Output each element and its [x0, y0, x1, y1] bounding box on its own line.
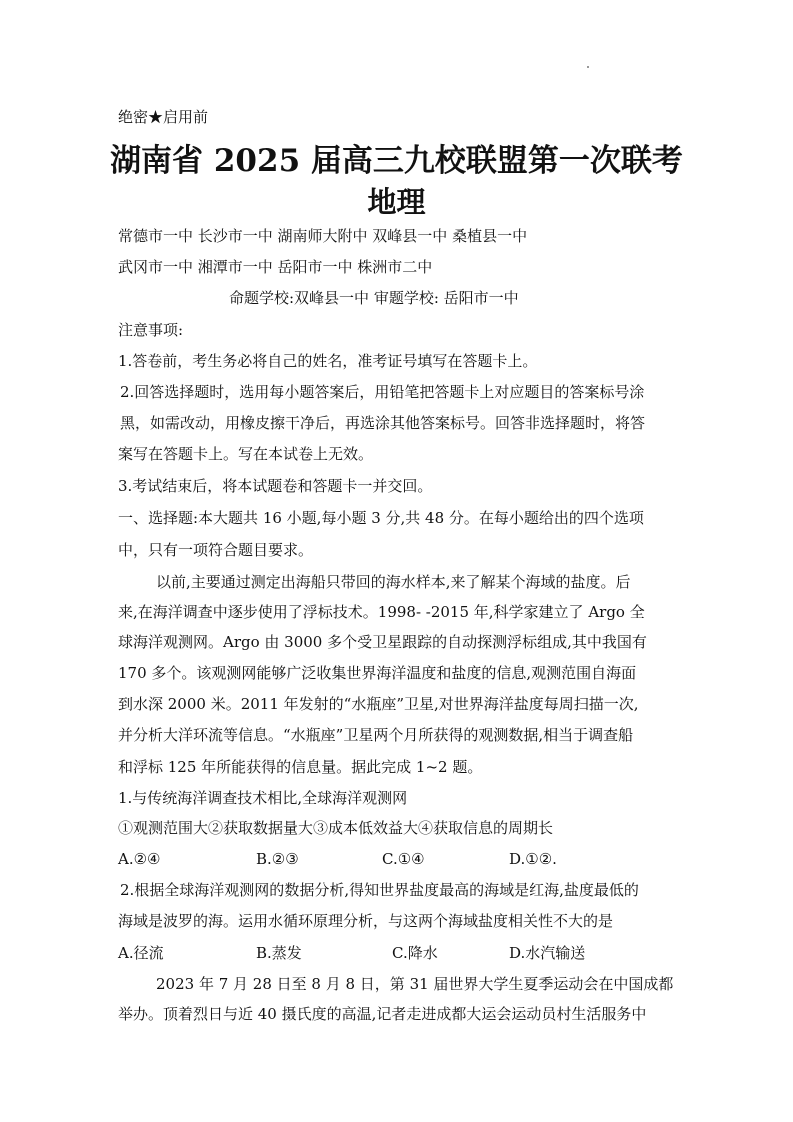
- note-1: 1.答卷前，考生务必将自己的姓名，准考证号填写在答题卡上。: [118, 352, 538, 370]
- passage-1-line-7: 和浮标 125 年所能获得的信息量。据此完成 1~2 题。: [118, 758, 483, 776]
- question-1-option-c: C.①④: [382, 850, 425, 868]
- section-1-intro-line-2: 中，只有一项符合题目要求。: [118, 541, 314, 559]
- note-3: 3.考试结束后，将本试题卷和答题卡一并交回。: [118, 477, 433, 495]
- question-1-items: ①观测范围大②获取数据量大③成本低效益大④获取信息的周期长: [118, 819, 554, 837]
- passage-1-line-3: 球海洋观测网。Argo 由 3000 多个受卫星跟踪的自动探测浮标组成,其中我国有: [118, 633, 647, 651]
- passage-1-line-1: 以前,主要通过测定出海船只带回的海水样本,来了解某个海域的盐度。后: [156, 573, 631, 591]
- schools-line-2: 武冈市一中 湘潭市一中 岳阳市一中 株洲市二中: [118, 258, 433, 276]
- question-1-option-a: A.②④: [118, 850, 161, 868]
- question-2-option-b: B.蒸发: [256, 944, 302, 962]
- passage-1-line-4: 170 多个。该观测网能够广泛收集世界海洋温度和盐度的信息,观测范围自海面: [118, 664, 637, 682]
- passage-1-line-6: 并分析大洋环流等信息。“水瓶座”卫星两个月所获得的观测数据,相当于调查船: [118, 726, 634, 744]
- question-1-option-b: B.②③: [256, 850, 299, 868]
- question-2-option-c: C.降水: [392, 944, 438, 962]
- question-2-stem-line-2: 海域是波罗的海。运用水循环原理分析，与这两个海域盐度相关性不大的是: [118, 912, 614, 930]
- passage-2-line-2: 举办。顶着烈日与近 40 摄氏度的高温,记者走进成都大运会运动员村生活服务中: [118, 1005, 647, 1023]
- question-1-stem: 1.与传统海洋调查技术相比,全球海洋观测网: [118, 789, 408, 807]
- question-2-option-d: D.水汽输送: [509, 944, 586, 962]
- scan-speck: [587, 66, 589, 68]
- question-2-stem-line-1: 2.根据全球海洋观测网的数据分析,得知世界盐度最高的海域是红海,盐度最低的: [120, 881, 639, 899]
- note-2-line-1: 2.回答选择题时，选用每小题答案后，用铅笔把答题卡上对应题目的答案标号涂: [120, 383, 645, 401]
- schools-line-1: 常德市一中 长沙市一中 湖南师大附中 双峰县一中 桑植县一中: [118, 227, 528, 245]
- note-2-line-2: 黑，如需改动，用橡皮擦干净后，再选涂其他答案标号。回答非选择题时，将答: [120, 414, 646, 432]
- question-2-option-a: A.径流: [118, 944, 164, 962]
- question-1-option-d: D.①②.: [509, 850, 557, 868]
- passage-1-line-5: 到水深 2000 米。2011 年发射的“水瓶座”卫星,对世界海洋盐度每周扫描一次,: [118, 695, 639, 713]
- exam-title: 湖南省 2025 届高三九校联盟第一次联考: [110, 143, 683, 179]
- secret-label: 绝密★启用前: [118, 108, 209, 126]
- subject-title: 地理: [367, 185, 426, 219]
- passage-2-line-1: 2023 年 7 月 28 日至 8 月 8 日，第 31 届世界大学生夏季运动会在中国成都: [156, 975, 674, 993]
- section-1-intro-line-1: 一、选择题:本大题共 16 小题,每小题 3 分,共 48 分。在每小题给出的四个选项: [118, 509, 644, 527]
- schools-line-3: 命题学校:双峰县一中 审题学校: 岳阳市一中: [229, 289, 519, 307]
- note-2-line-3: 案写在答题卡上。写在本试卷上无效。: [118, 445, 374, 463]
- passage-1-line-2: 来,在海洋调查中逐步使用了浮标技术。1998- -2015 年,科学家建立了 Argo 全: [118, 603, 645, 621]
- notes-heading: 注意事项:: [118, 321, 184, 339]
